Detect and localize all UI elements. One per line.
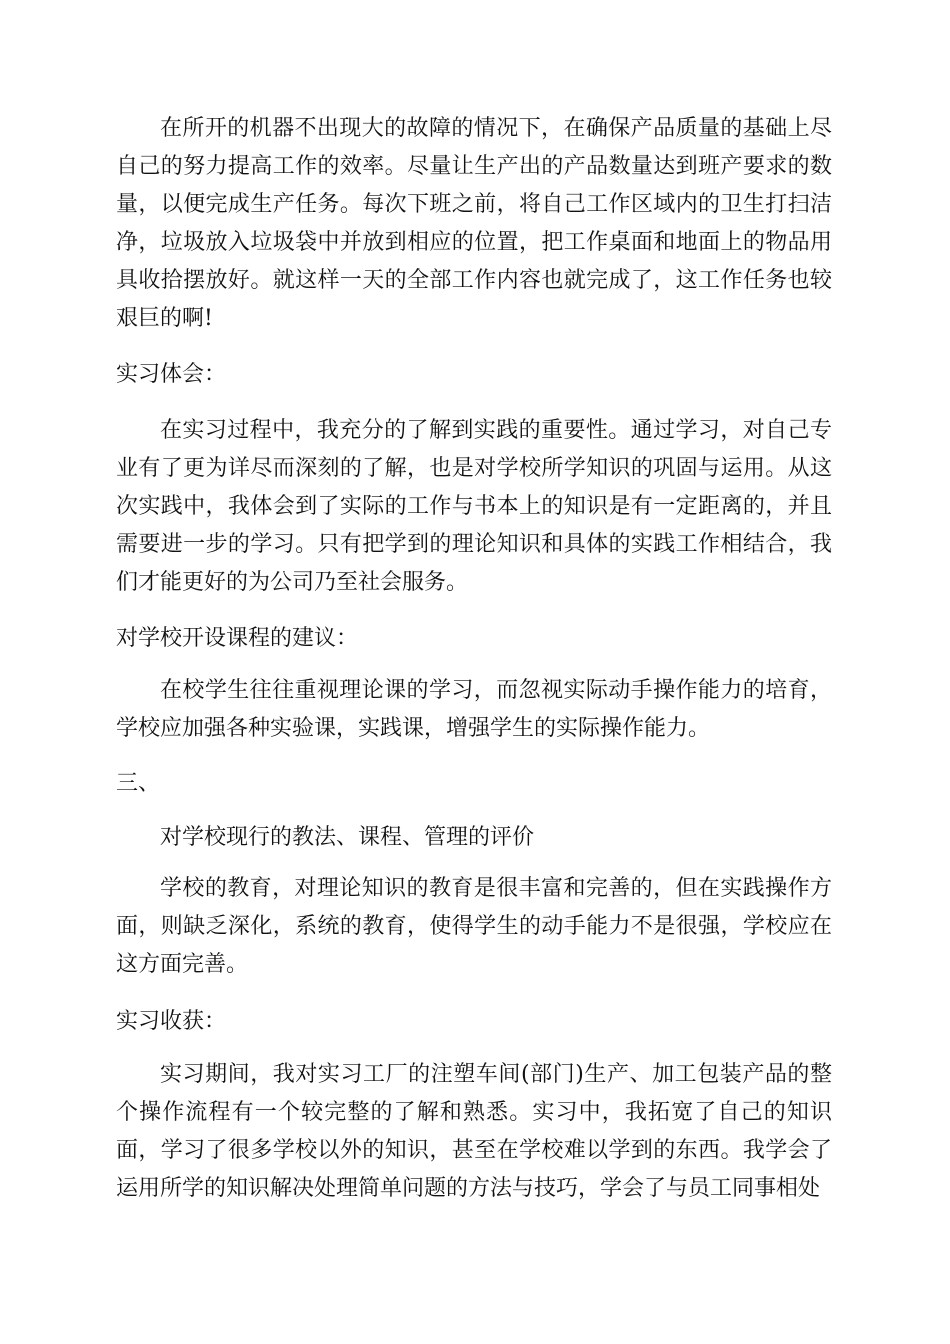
paragraph-work-efficiency: 在所开的机器不出现大的故障的情况下，在确保产品质量的基础上尽自己的努力提高工作的效率。尽量让生产出的产品数量达到班产要求的数量，以便完成生产任务。每次下班之前，将自己工作区域内的卫生打扫洁净，垃圾放入垃圾袋中并放到相应的位置，把工作桌面和地面上的物品用具收拾摆放好。就这样一天的全部工作内容也就完成了，这工作任务也较艰巨的啊! — [116, 116, 832, 331]
paragraph-internship-experience: 在实习过程中，我充分的了解到实践的重要性。通过学习，对自己专业有了更为详尽而深刻的了解，也是对学校所学知识的巩固与运用。从这次实践中，我体会到了实际的工作与书本上的知识是有一定距离的，并且需要进一步的学习。只有把学到的理论知识和具体的实践工作相结合，我们才能更好的为公司乃至社会服务。 — [116, 418, 832, 595]
paragraph-internship-gains: 实习期间，我对实习工厂的注塑车间(部门)生产、加工包装产品的整个操作流程有一个较完整的了解和熟悉。实习中，我拓宽了自己的知识面，学习了很多学校以外的知识，甚至在学校难以学到的东西。我学会了运用所学的知识解决处理简单问题的方法与技巧，学会了与员工同事相处 — [116, 1062, 832, 1201]
heading-internship-experience: 实习体会： — [116, 362, 227, 387]
heading-school-evaluation: 对学校现行的教法、课程、管理的评价 — [160, 825, 535, 850]
heading-course-suggestions: 对学校开设课程的建议： — [116, 626, 359, 651]
paragraph-course-suggestions: 在校学生往往重视理论课的学习，而忽视实际动手操作能力的培育，学校应加强各种实验课，实践课，增强学生的实际操作能力。 — [116, 678, 832, 741]
heading-section-three: 三、 — [116, 771, 161, 796]
paragraph-school-evaluation: 学校的教育，对理论知识的教育是很丰富和完善的，但在实践操作方面，则缺乏深化，系统的教育，使得学生的动手能力不是很强，学校应在这方面完善。 — [116, 876, 832, 977]
heading-internship-gains: 实习收获： — [116, 1009, 227, 1034]
